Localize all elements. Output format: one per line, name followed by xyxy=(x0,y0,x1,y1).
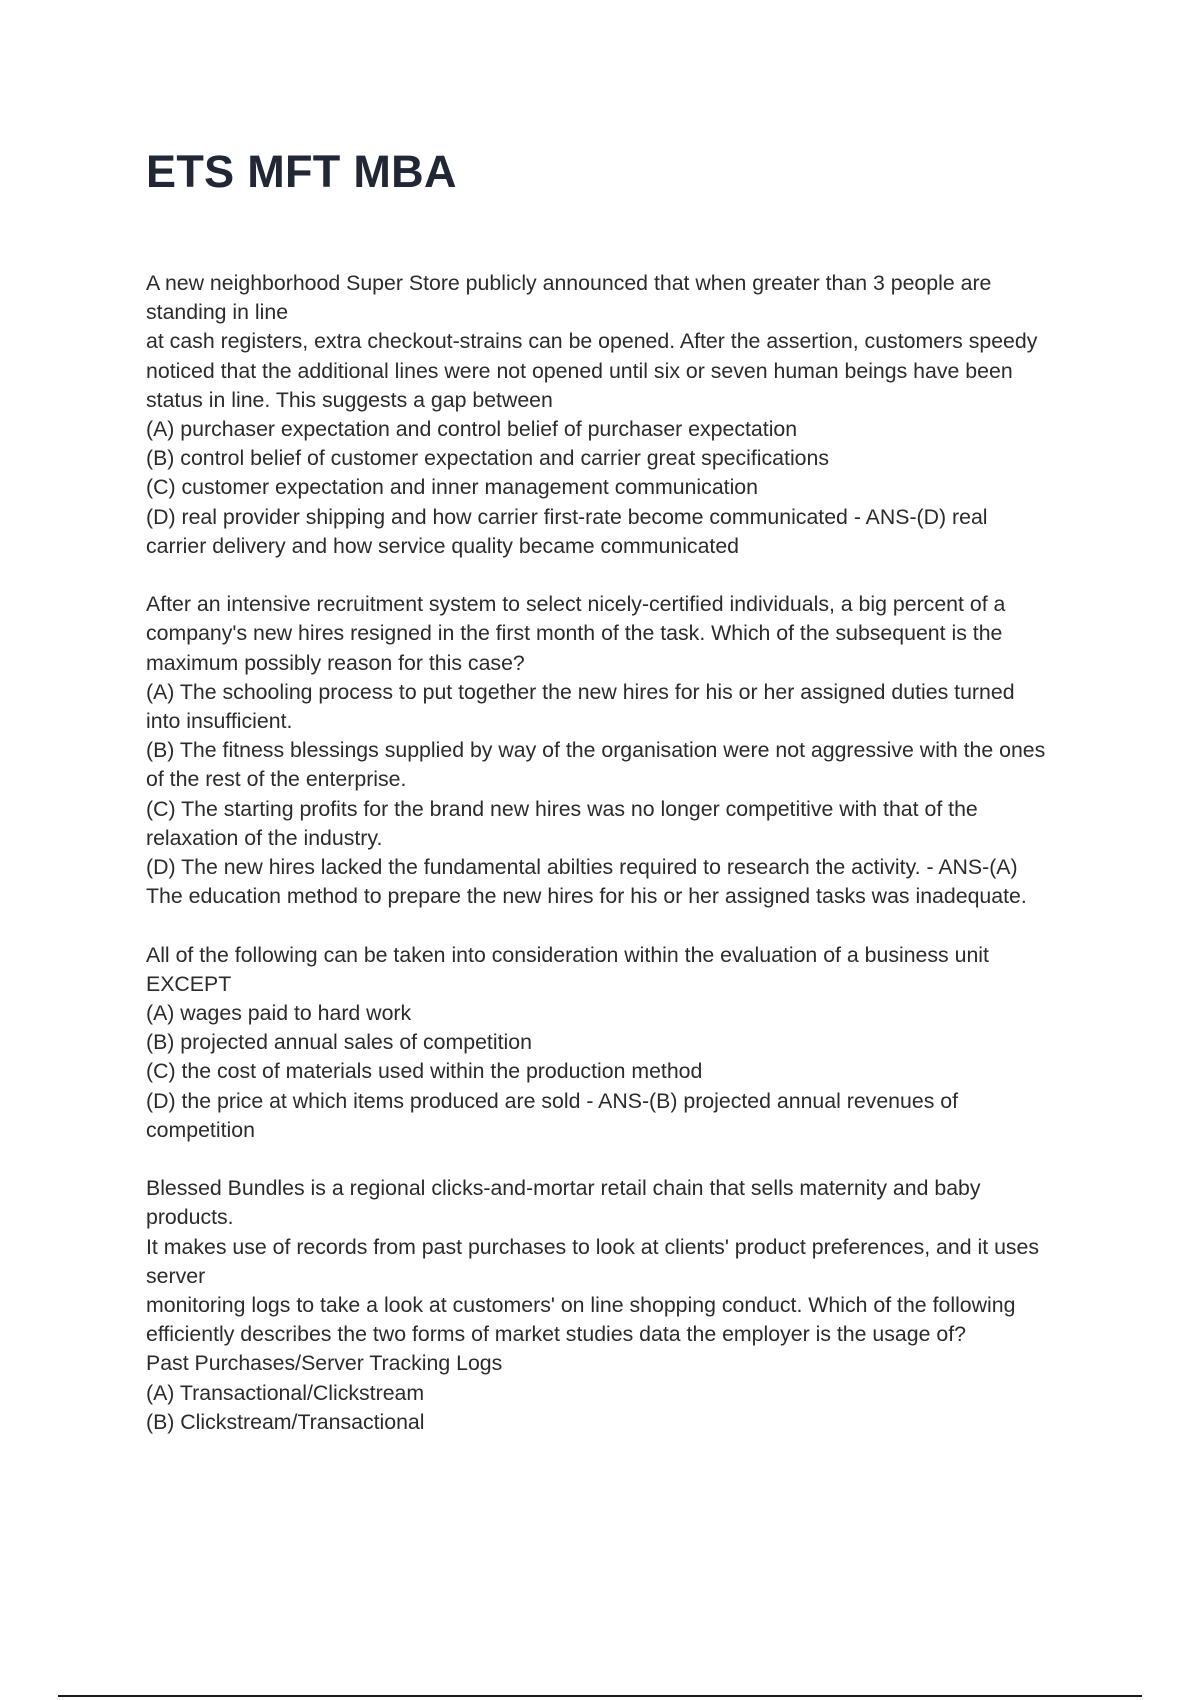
document-title: ETS MFT MBA xyxy=(146,146,457,197)
answer-option: (D) real provider shipping and how carrier first-rate become communicated - ANS-(D) real xyxy=(146,504,988,529)
answer-option: (B) projected annual sales of competition xyxy=(146,1030,532,1055)
answer-option: (A) The schooling process to put together the new hires for his or her assigned duties turned xyxy=(146,679,1015,704)
text-line: standing in line xyxy=(146,300,289,325)
answer-option: (C) The starting profits for the brand new hires was no longer competitive with that of the xyxy=(146,796,978,821)
text-line: EXCEPT xyxy=(146,971,232,996)
answer-option: into insufficient. xyxy=(146,709,293,734)
answer-option: (A) wages paid to hard work xyxy=(146,1001,412,1026)
text-line: maximum possibly reason for this case? xyxy=(146,650,525,675)
text-line: After an intensive recruitment system to select nicely-certified individuals, a big percent of a xyxy=(146,592,1006,617)
answer-option: (B) The fitness blessings supplied by way of the organisation were not aggressive with the ones xyxy=(146,738,1046,763)
answer-option: (B) Clickstream/Transactional xyxy=(146,1409,425,1434)
answer-option: (D) the price at which items produced are sold - ANS-(B) projected annual revenues of xyxy=(146,1088,959,1113)
text-line: It makes use of records from past purchases to look at clients' product preferences, and it uses xyxy=(146,1234,1040,1259)
answer-option: relaxation of the industry. xyxy=(146,825,383,850)
text-line: Past Purchases/Server Tracking Logs xyxy=(146,1351,503,1376)
text-line: at cash registers, extra checkout-strains can be opened. After the assertion, customers speedy xyxy=(146,329,1038,354)
question-block-2 xyxy=(146,590,1096,911)
answer-option: (C) the cost of materials used within the production method xyxy=(146,1059,703,1084)
answer-option: (B) control belief of customer expectation and carrier great specifications xyxy=(146,446,830,471)
answer-option: (A) purchaser expectation and control belief of purchaser expectation xyxy=(146,417,798,442)
document-body xyxy=(146,269,1096,1466)
text-line: All of the following can be taken into consideration within the evaluation of a business unit xyxy=(146,942,989,967)
answer-key: carrier delivery and how service quality became communicated xyxy=(146,533,740,558)
answer-option: (C) customer expectation and inner management communication xyxy=(146,475,758,500)
text-line: efficiently describes the two forms of market studies data the employer is the usage of? xyxy=(146,1322,966,1347)
answer-key: The education method to prepare the new hires for his or her assigned tasks was inadequate. xyxy=(146,884,1027,909)
text-line: company's new hires resigned in the first month of the task. Which of the subsequent is the xyxy=(146,621,1003,646)
answer-option: of the rest of the enterprise. xyxy=(146,767,407,792)
footer-divider xyxy=(58,1695,1142,1697)
text-line: products. xyxy=(146,1205,234,1230)
text-line: monitoring logs to take a look at customers' on line shopping conduct. Which of the following xyxy=(146,1293,1016,1318)
text-line: noticed that the additional lines were not opened until six or seven human beings have been xyxy=(146,358,1013,383)
answer-option: (D) The new hires lacked the fundamental abilties required to research the activity. - ANS-(A) xyxy=(146,855,1018,880)
question-block-3 xyxy=(146,941,1096,1145)
answer-option: (A) Transactional/Clickstream xyxy=(146,1380,425,1405)
text-line: Blessed Bundles is a regional clicks-and-mortar retail chain that sells maternity and baby xyxy=(146,1176,981,1201)
answer-key: competition xyxy=(146,1117,255,1142)
text-line: A new neighborhood Super Store publicly announced that when greater than 3 people are xyxy=(146,271,992,295)
text-line: server xyxy=(146,1263,206,1288)
question-block-1 xyxy=(146,269,1096,561)
question-block-4 xyxy=(146,1174,1096,1437)
text-line: status in line. This suggests a gap between xyxy=(146,387,553,412)
